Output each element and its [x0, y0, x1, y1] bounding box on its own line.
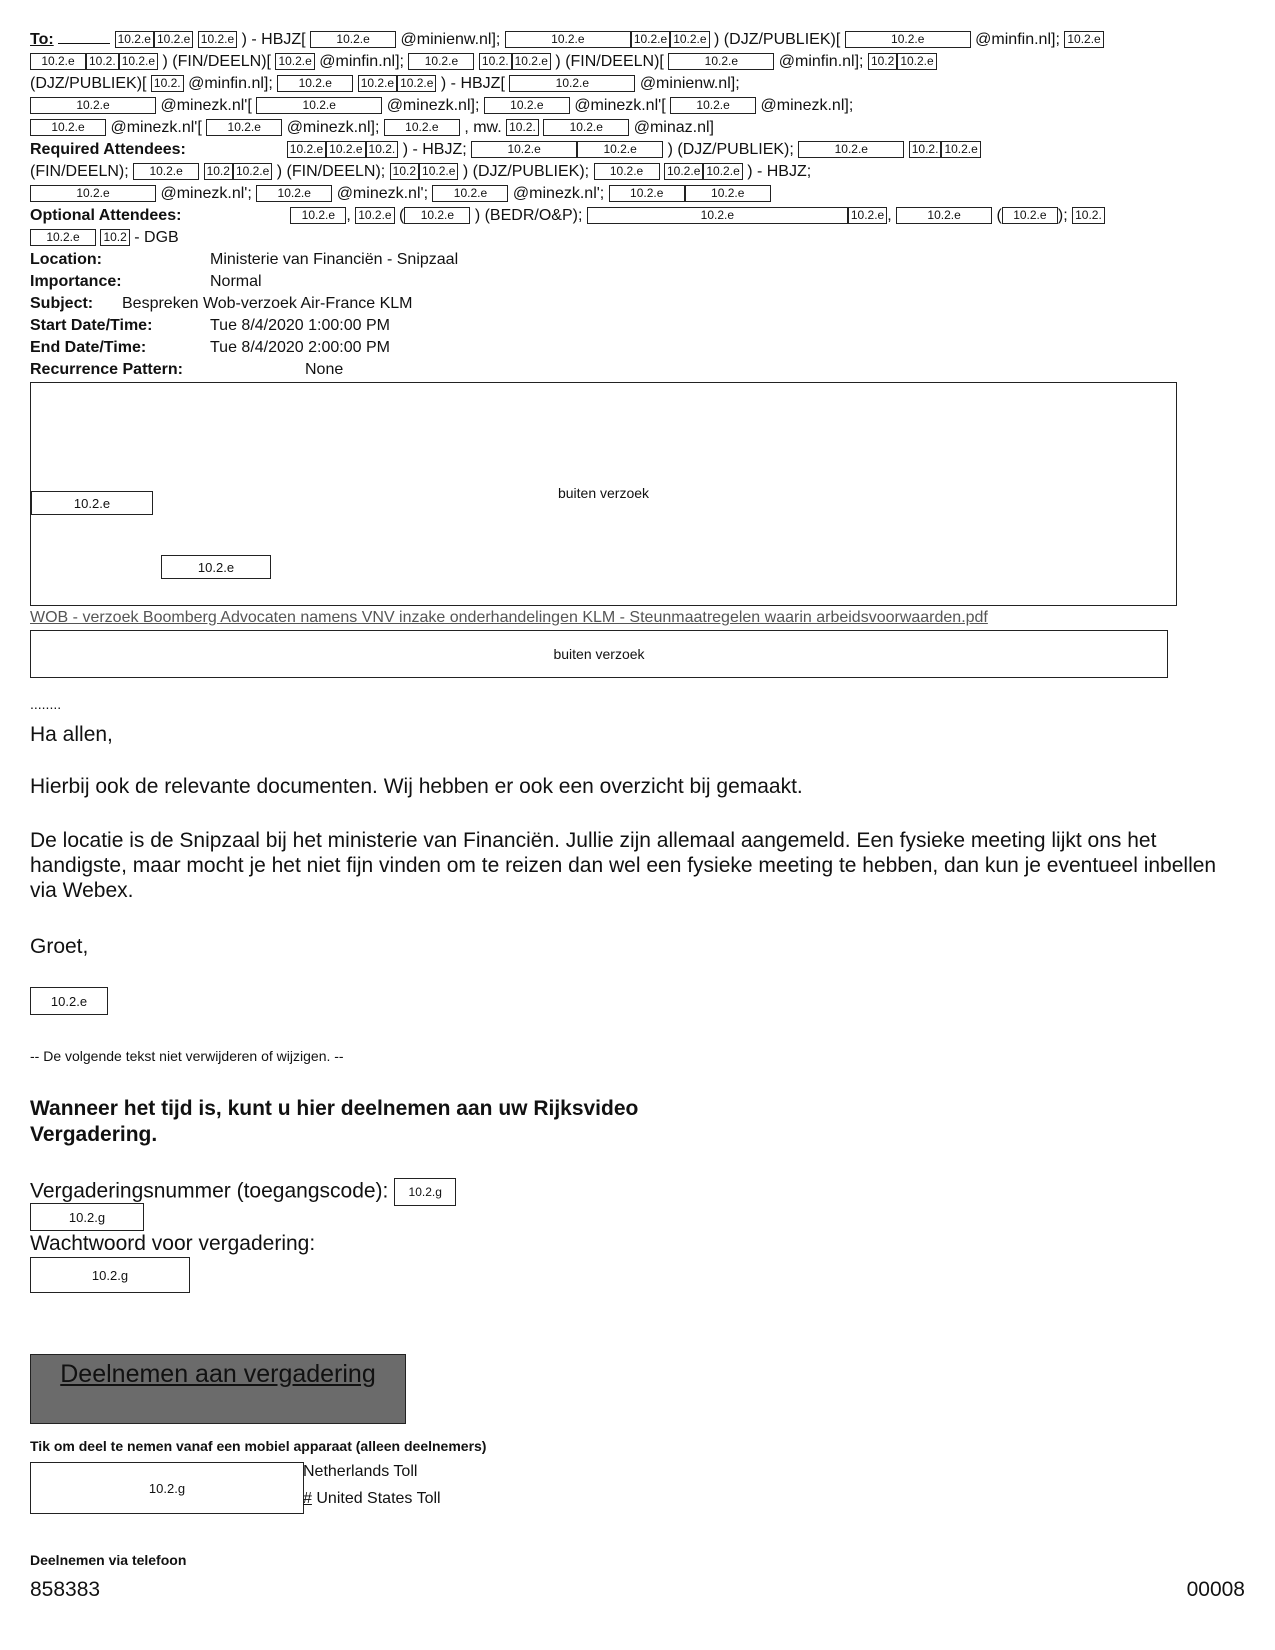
greeting: Ha allen,: [30, 723, 113, 746]
required-text: @minezk.nl';: [512, 185, 605, 202]
redaction: 10.2.e: [233, 163, 272, 180]
to-text: @minfin.nl];: [778, 53, 864, 70]
redaction: 10.2.g: [30, 1203, 144, 1231]
redaction: 10.2.e: [30, 53, 86, 70]
optional-text: ) (BEDR/O&P);: [474, 207, 583, 224]
redacted-attachment-block-2: [30, 630, 1168, 678]
redaction: 10.2.e: [897, 53, 936, 70]
redaction: 10.2.e: [310, 31, 396, 48]
required-text: ) (FIN/DEELN);: [276, 163, 386, 180]
redaction: 10.2.e: [587, 207, 848, 224]
required-text: @minezk.nl';: [336, 185, 429, 202]
to-text: @minezk.nl'[: [574, 97, 666, 114]
signature-redaction: 10.2.e: [30, 987, 108, 1015]
required-text: ) (DJZ/PUBLIEK);: [462, 163, 590, 180]
phone-heading: Deelnemen via telefoon: [30, 1552, 187, 1568]
start-value: Tue 8/4/2020 1:00:00 PM: [210, 317, 390, 334]
recurrence-value: None: [305, 361, 344, 378]
redaction: 10.2.e: [133, 163, 199, 180]
location-row: [30, 250, 458, 270]
redaction: 10.2.: [909, 141, 942, 158]
redaction: 10.2.e: [154, 31, 193, 48]
redaction: 10.2.e: [355, 207, 394, 224]
meeting-number-row: [30, 1178, 456, 1206]
redaction: 10.2.: [366, 141, 399, 158]
required-line-1: [30, 140, 981, 160]
required-text: ) - HBJZ;: [402, 141, 467, 158]
location-label: Location:: [30, 251, 102, 268]
to-text: @minezk.nl'[: [160, 97, 252, 114]
to-line-3: [30, 74, 740, 94]
redaction: 10.2.e: [31, 491, 153, 515]
redaction: 10.2.e: [206, 119, 282, 136]
redaction: 10.2.e: [397, 75, 436, 92]
redaction: 10.2.e: [631, 31, 670, 48]
paragraph-1: Hierbij ook de relevante documenten. Wij hebben er ook een overzicht bij gemaakt.: [30, 775, 803, 798]
required-label: Required Attendees:: [30, 141, 186, 158]
redaction: 10.2.e: [30, 229, 96, 246]
to-text: @minfin.nl];: [319, 53, 404, 70]
united-states-toll[interactable]: [303, 1489, 441, 1509]
optional-label: Optional Attendees:: [30, 207, 182, 224]
required-text: ) (DJZ/PUBLIEK);: [667, 141, 794, 158]
redaction: 10.2: [390, 163, 419, 180]
end-row: [30, 338, 390, 358]
to-text: @minezk.nl];: [760, 97, 854, 114]
redaction: 10.2: [204, 163, 233, 180]
mobile-heading: Tik om deel te nemen vanaf een mobiel apparaat (alleen deelnemers): [30, 1438, 487, 1454]
to-text: @minfin.nl];: [188, 75, 273, 92]
redaction: 10.2.e: [509, 75, 635, 92]
hash-icon: #: [303, 1490, 312, 1507]
optional-line-1: Optional Attendees: 10.2.e , 10.2.e ( 10.2.e ) (BEDR/O&P); 10.2.e 10.2.e , 10.2.e ( 10.2.e ); 10.2.: [30, 206, 1105, 226]
to-text: ) - HBJZ[: [440, 75, 505, 92]
to-text: (DJZ/PUBLIEK)[: [30, 75, 147, 92]
required-text: (FIN/DEELN);: [30, 163, 129, 180]
redacted-block-label: buiten verzoek: [557, 485, 650, 501]
redaction: 10.2.e: [419, 163, 458, 180]
to-line-1: [30, 30, 1104, 50]
subject-row: [30, 294, 412, 314]
recurrence-row: [30, 360, 343, 380]
redaction: 10.2.: [151, 75, 184, 92]
webex-heading: Wanneer het tijd is, kunt u hier deelnemen aan uw Rijksvideo Vergadering.: [30, 1097, 639, 1146]
redaction: 10.2.e: [896, 207, 992, 224]
redaction: 10.2.: [86, 53, 119, 70]
redaction: 10.2.e: [670, 31, 709, 48]
importance-value: Normal: [210, 273, 262, 290]
to-text: @minezk.nl];: [286, 119, 380, 136]
redaction: 10.2.e: [404, 207, 470, 224]
redaction: 10.2.e: [512, 53, 551, 70]
start-label: Start Date/Time:: [30, 317, 153, 334]
redaction: 10.2.e: [326, 141, 365, 158]
redaction: 10.2.e: [577, 141, 663, 158]
redaction: 10.2.e: [358, 75, 397, 92]
to-text: ) (FIN/DEELN)[: [162, 53, 271, 70]
phone-number: 858383: [30, 1578, 101, 1601]
redaction: 10.2.e: [670, 97, 756, 114]
redaction: 10.2.e: [1064, 31, 1103, 48]
subject-value: Bespreken Wob-verzoek Air-France KLM: [122, 295, 413, 312]
redaction: 10.2.e: [505, 31, 631, 48]
required-text: @minezk.nl';: [160, 185, 252, 202]
end-label: End Date/Time:: [30, 339, 147, 356]
required-line-3: [30, 184, 771, 204]
to-text: ) - HBJZ[: [241, 31, 306, 48]
redaction: 10.2.e: [668, 53, 774, 70]
subject-label: Subject:: [30, 295, 94, 312]
required-line-2: [30, 162, 811, 182]
redaction: 10.2.e: [30, 97, 156, 114]
recurrence-label: Recurrence Pattern:: [30, 361, 183, 378]
closing: Groet,: [30, 935, 89, 958]
redaction: 10.2.e: [664, 163, 703, 180]
password-label: Wachtwoord voor vergadering:: [30, 1232, 316, 1255]
redaction: 10.2.e: [848, 207, 887, 224]
netherlands-toll[interactable]: [303, 1462, 417, 1482]
redaction: 10.2.e: [1002, 207, 1058, 224]
redaction: 10.2.e: [685, 185, 771, 202]
redacted-block-label: buiten verzoek: [553, 646, 645, 662]
to-text: @minezk.nl'[: [110, 119, 202, 136]
to-text: , mw.: [464, 119, 502, 136]
redaction: 10.2.e: [290, 207, 346, 224]
netherlands-toll-label: Netherlands Toll: [303, 1463, 418, 1480]
attachment-link[interactable]: WOB - verzoek Boomberg Advocaten namens VNV inzake onderhandelingen KLM - Steunmaatregelen waarin arbeidsvoorwaarden.pdf: [30, 609, 988, 626]
webex-notice: -- De volgende tekst niet verwijderen of wijzigen. --: [30, 1048, 344, 1064]
redaction: 10.2.e: [609, 185, 685, 202]
location-value: Ministerie van Financiën - Snipzaal: [210, 251, 459, 268]
redaction: 10.2.e: [287, 141, 326, 158]
redaction: 10.2.e: [432, 185, 508, 202]
importance-label: Importance:: [30, 273, 122, 290]
join-meeting-button[interactable]: Deelnemen aan vergadering: [30, 1354, 406, 1424]
redaction: 10.2.e: [703, 163, 742, 180]
united-states-toll-label: United States Toll: [316, 1490, 441, 1507]
to-text: ) (FIN/DEELN)[: [555, 53, 664, 70]
redaction: 10.2.e: [119, 53, 158, 70]
importance-row: [30, 272, 262, 292]
to-text: @minienw.nl];: [639, 75, 740, 92]
redaction: 10.2.e: [198, 31, 237, 48]
redaction: 10.2.e: [30, 119, 106, 136]
redaction: 10.2.e: [256, 97, 382, 114]
to-line-4: [30, 96, 853, 116]
redaction: 10.2.e: [384, 119, 460, 136]
redaction: 10.2.g: [394, 1178, 456, 1206]
redaction: 10.2: [868, 53, 897, 70]
redaction: 10.2.e: [484, 97, 570, 114]
redaction: 10.2.: [506, 119, 539, 136]
paragraph-2: De locatie is de Snipzaal bij het ministerie van Financiën. Jullie zijn allemaal aangemeld. Een fysieke meeting lijkt ons het handigste, maar mocht je het niet fijn vinden om te reizen dan wel een fysieke meeting te hebben, dan kun je eventueel inbellen via Webex.: [30, 829, 1217, 902]
to-text: @minaz.nl]: [633, 119, 714, 136]
redaction: 10.2.g: [30, 1462, 304, 1514]
to-line-2: [30, 52, 937, 72]
redacted-attachment-block: [30, 382, 1177, 606]
redaction: 10.2.e: [277, 75, 353, 92]
required-text: ) - HBJZ;: [747, 163, 812, 180]
to-text: @minienw.nl];: [400, 31, 501, 48]
optional-text: - DGB: [134, 229, 179, 246]
redaction: 10.2.e: [543, 119, 629, 136]
redaction: 10.2.e: [408, 53, 474, 70]
to-text: @minezk.nl];: [386, 97, 480, 114]
redaction: 10.2.: [479, 53, 512, 70]
redaction: 10.2.e: [275, 53, 314, 70]
redaction: 10.2.g: [30, 1257, 190, 1293]
redaction: 10.2.e: [941, 141, 980, 158]
redaction: 10.2.e: [30, 185, 156, 202]
redaction: 10.2: [100, 229, 129, 246]
redaction: 10.2.e: [471, 141, 577, 158]
redaction: 10.2.e: [161, 555, 271, 579]
redaction: 10.2.: [1072, 207, 1105, 224]
redaction: 10.2.e: [798, 141, 904, 158]
to-label: To:: [30, 31, 54, 48]
redaction: 10.2.e: [845, 31, 971, 48]
end-value: Tue 8/4/2020 2:00:00 PM: [210, 339, 390, 356]
dots: ........: [30, 696, 62, 712]
redaction: 10.2.e: [594, 163, 660, 180]
page-number: 00008: [1186, 1578, 1245, 1601]
to-text: ) (DJZ/PUBLIEK)[: [714, 31, 841, 48]
optional-line-2: [30, 228, 179, 248]
meeting-number-label: Vergaderingsnummer (toegangscode):: [30, 1179, 389, 1203]
to-text: @minfin.nl];: [975, 31, 1060, 48]
redaction: 10.2.e: [115, 31, 154, 48]
start-row: [30, 316, 390, 336]
to-line-5: [30, 118, 714, 138]
redaction: 10.2.e: [256, 185, 332, 202]
